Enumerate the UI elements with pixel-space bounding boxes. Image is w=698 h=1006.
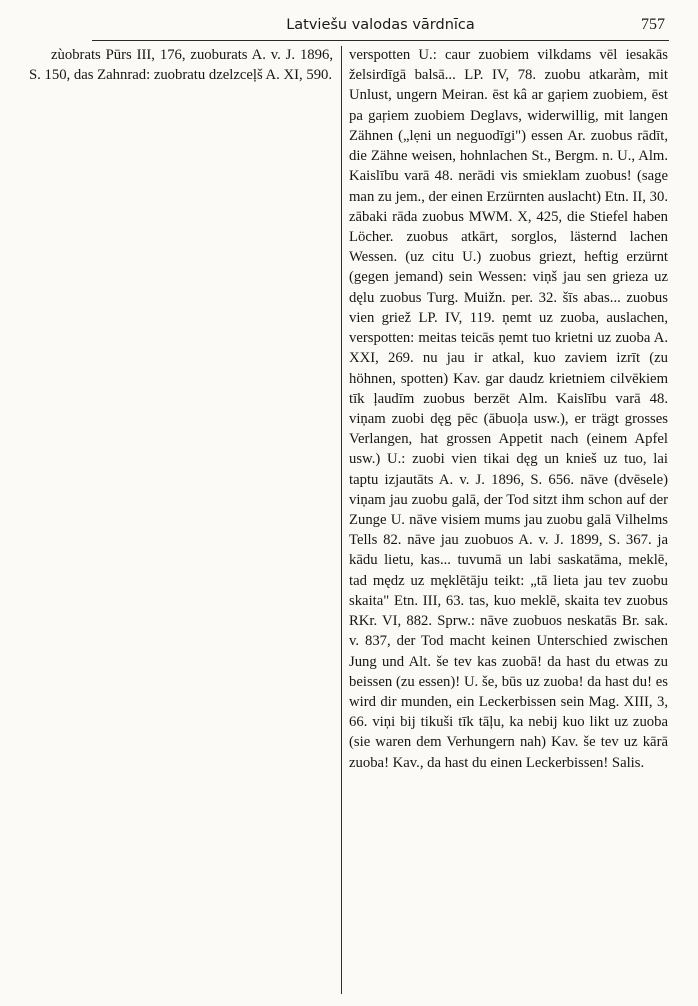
- right-column: [349, 45, 668, 995]
- entry-zuobrats: zùobrats Pūrs III, 176, zuoburats A. v. J. 1896, S. 150, das Zahnrad: zuobratu dzelzceļš A. XI, 590.: [29, 47, 333, 84]
- left-column: [29, 45, 333, 995]
- page-number: 757: [641, 16, 665, 33]
- entry-zuobs-continued: verspotten U.: caur zuobiem vilkdams vēl iesakās želsirdīgā balsā... LP. IV, 78. zuobu atkaràm, mit Unlust, ungern Meiran. ēst kâ ar gaŗiem zuobiem, ēst pa gaŗiem zuobiem Deglavs, widerwillig, mit langen Zähnen („lẹni un neguodīgi") essen Ar. zuobus rādīt, die Zähne weisen, hohnlachen St., Bergm. n. U., Alm. Kaislību varā 48. nerādi vis smieklam zuobus! (sage man zu jem., der einen Erzürnten auslacht) Etn. II, 30. zābaki rāda zuobus MWM. X, 425, die Stiefel haben Löcher. zuobus atkārt, sorglos, lästernd lachen Wessen. (uz citu U.) zuobus griezt, heftig erzürnt (gegen jemand) sein Wessen: viņš jau sen grieza uz dęlu zuobus Turg. Muižn. per. 32. šīs abas... zuobus vien griež LP. IV, 119. ņemt uz zuoba, auslachen, verspotten: meitas teicās ņemt tuo krietni uz zuoba A. XXI, 269. nu jau ir atkal, kuo zaviem izrīt (zu höhnen, spotten) Kav. gar daudz krietniem cilvēkiem tīk ļaudīm zuobus berzēt Alm. Kaislību varā 48. viņam zuobi dęg pēc (ābuoļa usw.), er trägt grosses Verlangen, hat grossen Appetit nach (einem Apfel usw.) U.: zuobi vien tikai dęg un knieš uz tuo, lai taptu izjautāts A. v. J. 1896, S. 656. nāve (dvēsele) viņam jau zuobu galā, der Tod sitzt ihm schon auf der Zunge U. nāve visiem mums jau zuobu galā Vilhelms Tells 82. nāve jau zuobuos A. v. J. 1899, S. 367. ja kādu lietu, kas... tuvumā un labi saskatāma, meklē, tad mędz uz męklētāju teikt: „tā lieta jau tev zuobu skaita" Etn. III, 63. tas, kuo meklē, skaita tev zuobus RKr. VI, 882. Sprw.: nāve zuobuos neskatās Br. sak. v. 837, der Tod macht keinen Unterschied zwischen Jung und Alt. še tev kas zuobā! da hast du etwas zu beissen (zu essen)! U. še, būs uz zuoba! da hast du! es wird dir munden, ein Leckerbissen sein Mag. XIII, 3, 66. viņi bij tikuši tīk tāļu, ka nebij kuo likt uz zuoba (sie waren dem Verhungern nah) Kav. še tev uz kārā zuoba! Kav., da hast du einen Leckerbissen! Salis.: [349, 47, 668, 771]
- page-header: [92, 16, 669, 41]
- column-divider: [341, 46, 342, 994]
- running-title: Latviešu valodas vārdnīca: [286, 17, 475, 33]
